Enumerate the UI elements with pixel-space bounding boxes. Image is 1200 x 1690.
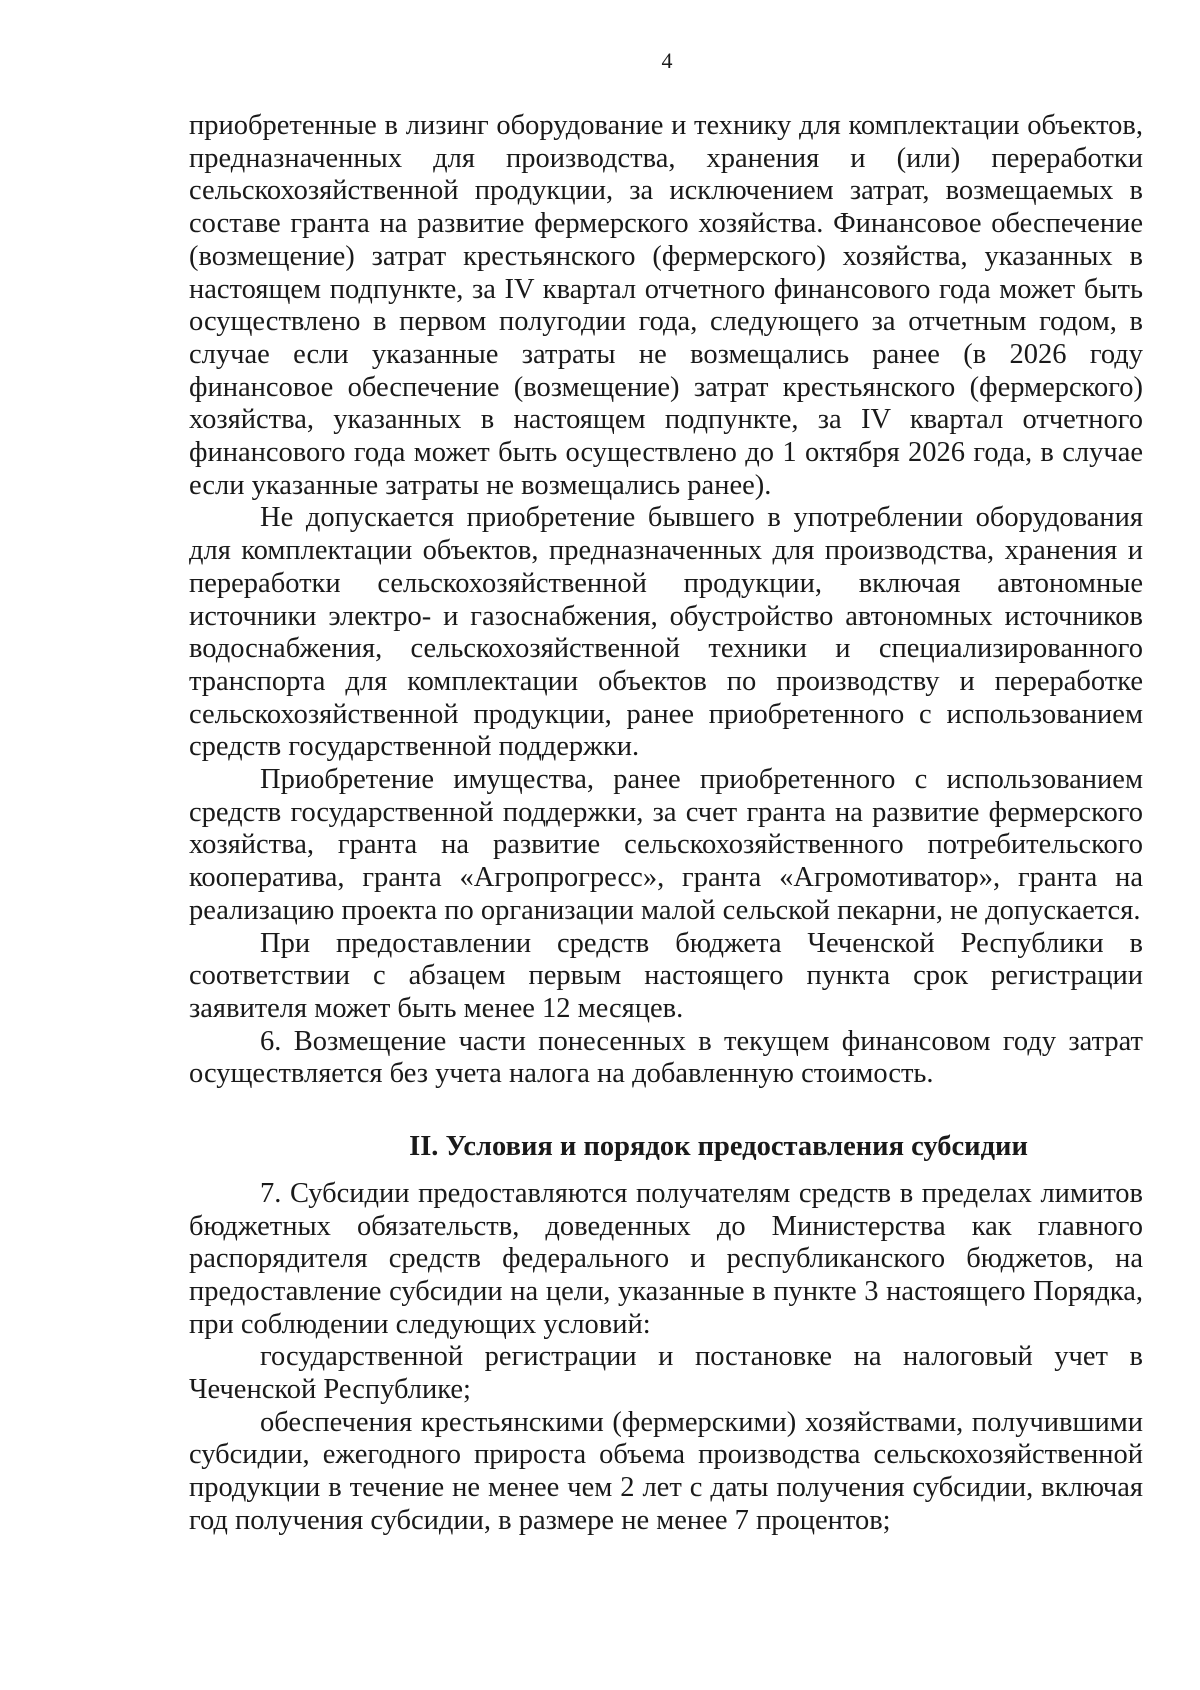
paragraph-condition-registration: государственной регистрации и постановке на налоговый учет в Чеченской Республике;	[189, 1341, 1143, 1406]
section-heading: II. Условия и порядок предоставления субсидии	[409, 1131, 1028, 1163]
paragraph-continuation: приобретенные в лизинг оборудование и технику для комплектации объектов, предназначенных для производства, хранения и (или) переработки сельскохозяйственной продукции, за исключением затрат, возмещаемых в составе гранта на развитие фермерского хозяйства. Финансовое обеспечение (возмещение) затрат крестьянского (фермерского) хозяйства, указанных в настоящем подпункте, за IV квартал отчетного финансового года может быть осуществлено в первом полугодии года, следующего за отчетным годом, в случае если указанные затраты не возмещались ранее (в 2026 году финансовое обеспечение (возмещение) затрат крестьянского (фермерского) хозяйства, указанных в настоящем подпункте, за IV квартал отчетного финансового года может быть осуществлено до 1 октября 2026 года, в случае если указанные затраты не возмещались ранее).	[189, 110, 1143, 501]
document-body	[189, 110, 1143, 1538]
paragraph-property-acquisition: Приобретение имущества, ранее приобретенного с использованием средств государственной поддержки, за счет гранта на развитие фермерского хозяйства, гранта на развитие сельскохозяйственного потребительского кооператива, гранта «Агропрогресс», гранта «Агромотиватор», гранта на реализацию проекта по организации малой сельской пекарни, не допускается.	[189, 764, 1143, 926]
paragraph-item-7: 7. Субсидии предоставляются получателям средств в пределах лимитов бюджетных обязательств, доведенных до Министерства как главного распорядителя средств федерального и республиканского бюджетов, на предоставление субсидии на цели, указанные в пункте 3 настоящего Порядка, при соблюдении следующих условий:	[189, 1177, 1143, 1340]
paragraph-registration-term: При предоставлении средств бюджета Чеченской Республики в соответствии с абзацем первым настоящего пункта срок регистрации заявителя может быть менее 12 месяцев.	[189, 927, 1143, 1024]
paragraph-condition-growth: обеспечения крестьянскими (фермерскими) хозяйствами, получившими субсидии, ежегодного прироста объема производства сельскохозяйственной продукции в течение не менее чем 2 лет с даты получения субсидии, включая год получения субсидии, в размере не менее 7 процентов;	[189, 1406, 1143, 1536]
page-number: 4	[661, 48, 673, 73]
paragraph-item-6: 6. Возмещение части понесенных в текущем финансовом году затрат осуществляется без учета налога на добавленную стоимость.	[189, 1025, 1143, 1090]
paragraph-used-equipment: Не допускается приобретение бывшего в употреблении оборудования для комплектации объектов, предназначенных для производства, хранения и переработки сельскохозяйственной продукции, включая автономные источники электро- и газоснабжения, обустройство автономных источников водоснабжения, сельскохозяйственной техники и специализированного транспорта для комплектации объектов по производству и переработке сельскохозяйственной продукции, ранее приобретенного с использованием средств государственной поддержки.	[189, 502, 1143, 763]
